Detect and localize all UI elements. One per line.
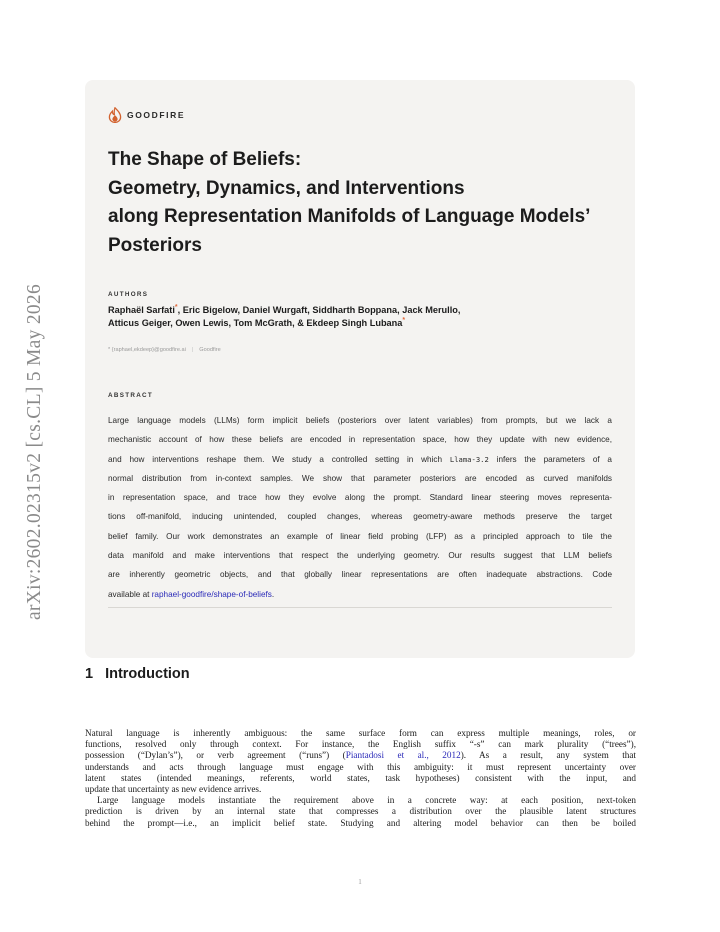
brand xyxy=(108,107,185,123)
affiliation xyxy=(108,347,221,353)
abstract-text-part: available at xyxy=(108,589,152,599)
abstract-text-part: infers the parameters of a xyxy=(488,454,612,464)
abstract-line: Large language models (LLMs) form implicit beliefs (posteriors over latent variables) from prompts, but we lack a xyxy=(108,416,612,425)
arxiv-stamp-text: arXiv:2602.02315v2 [cs.CL] 5 May 2026 xyxy=(24,283,45,621)
abstract-text xyxy=(108,411,612,604)
abstract-line: mechanistic account of how these beliefs are encoded in representation space, how they update with new evidence, xyxy=(108,435,612,445)
abstract-line: tions off-manifold, inducing unintended, coupled changes, whereas geometry-aware methods preserve the target xyxy=(108,512,612,522)
section-title: Introduction xyxy=(105,666,190,682)
section-heading-introduction xyxy=(85,666,190,682)
abstract-line xyxy=(108,450,612,469)
citation-link[interactable]: Piantadosi et al., 2012 xyxy=(345,750,461,761)
abstract-line: data manifold and make interventions that respect the underlying geometry. Our results suggest that LLM beliefs xyxy=(108,551,612,561)
introduction-body xyxy=(85,728,636,829)
arxiv-stamp xyxy=(20,262,50,642)
author-rest-2: Atticus Geiger, Owen Lewis, Tom McGrath, & Ekdeep Singh Lubana xyxy=(108,318,403,328)
abstract-text-part: . xyxy=(271,589,275,599)
abstract-line: are inherently geometric objects, and that globally linear representations are often inadequate abstractions. Code xyxy=(108,570,612,580)
body-text-part: ). As a result, any system that xyxy=(460,750,636,761)
corresponding-mark: * xyxy=(174,303,178,311)
section-number: 1 xyxy=(85,666,94,682)
abstract-text-part: and how interventions reshape them. We study a controlled setting in which xyxy=(108,454,450,464)
body-line: Natural language is inherently ambiguous: the same surface form can express multiple meanings, roles, or xyxy=(85,728,636,738)
body-line: Large language models instantiate the requirement above in a concrete way: at each position, next-token xyxy=(97,795,636,806)
paper-title xyxy=(108,146,628,260)
body-line: update that uncertainty as new evidence arrives. xyxy=(85,784,262,795)
body-line: functions, resolved only through context. For instance, the English suffix “-s” can mark plurality (“trees”), xyxy=(85,739,636,750)
body-line: behind the prompt—i.e., an implicit belief state. Studying and altering model behavior can then be boiled xyxy=(85,817,636,828)
affiliation-separator: | xyxy=(191,347,194,353)
authors-label: AUTHORS xyxy=(108,291,149,298)
title-line: The Shape of Beliefs: xyxy=(108,149,302,170)
author-rest: , Eric Bigelow, Daniel Wurgaft, Siddharth Boppana, Jack Merullo, xyxy=(177,305,461,315)
title-line: Posteriors xyxy=(108,234,202,256)
abstract-label: ABSTRACT xyxy=(108,392,154,399)
goodfire-flame-icon xyxy=(108,107,122,123)
author-first: Raphaël Sarfati xyxy=(108,305,175,315)
title-line: along Representation Manifolds of Language Models’ xyxy=(108,206,591,227)
author-line xyxy=(108,317,618,330)
body-line: latent states (intended meanings, referents, world states, task hypotheses) consistent with the input, and xyxy=(85,772,636,783)
body-line: prediction is driven by an internal state that compresses a distribution over the plausible latent structures xyxy=(85,806,636,817)
abstract-divider xyxy=(108,607,612,608)
page-number: 1 xyxy=(358,878,362,886)
brand-name: GOODFIRE xyxy=(127,110,186,120)
title-line: Geometry, Dynamics, and Interventions xyxy=(108,177,465,199)
abstract-line: in representation space, and trace how they evolve along the prompt. Standard linear steering moves representa- xyxy=(108,493,612,503)
body-text-part: possession (“Dylan’s”), or verb agreement (“runs”) ( xyxy=(85,750,346,761)
model-name-code: Llama-3.2 xyxy=(449,454,489,464)
author-list xyxy=(108,304,618,330)
abstract-line: normal distribution from in-context samples. We show that parameter posteriors are encoded as curved manifolds xyxy=(108,473,612,483)
body-line: understands and acts through language must engage with this ambiguity: it must represent uncertainty over xyxy=(85,761,636,772)
affiliation-email[interactable]: * {raphael,ekdeep}@goodfire.ai xyxy=(108,347,186,353)
corresponding-mark: * xyxy=(402,316,406,324)
body-line xyxy=(85,750,636,761)
abstract-line: belief family. Our work demonstrates an example of linear field probing (LFP) as a principled approach to tile the xyxy=(108,531,612,541)
abstract-line xyxy=(108,585,612,604)
author-line xyxy=(108,304,618,317)
code-repo-link[interactable]: raphael-goodfire/shape-of-beliefs xyxy=(151,589,272,599)
affiliation-org: Goodfire xyxy=(199,347,221,353)
